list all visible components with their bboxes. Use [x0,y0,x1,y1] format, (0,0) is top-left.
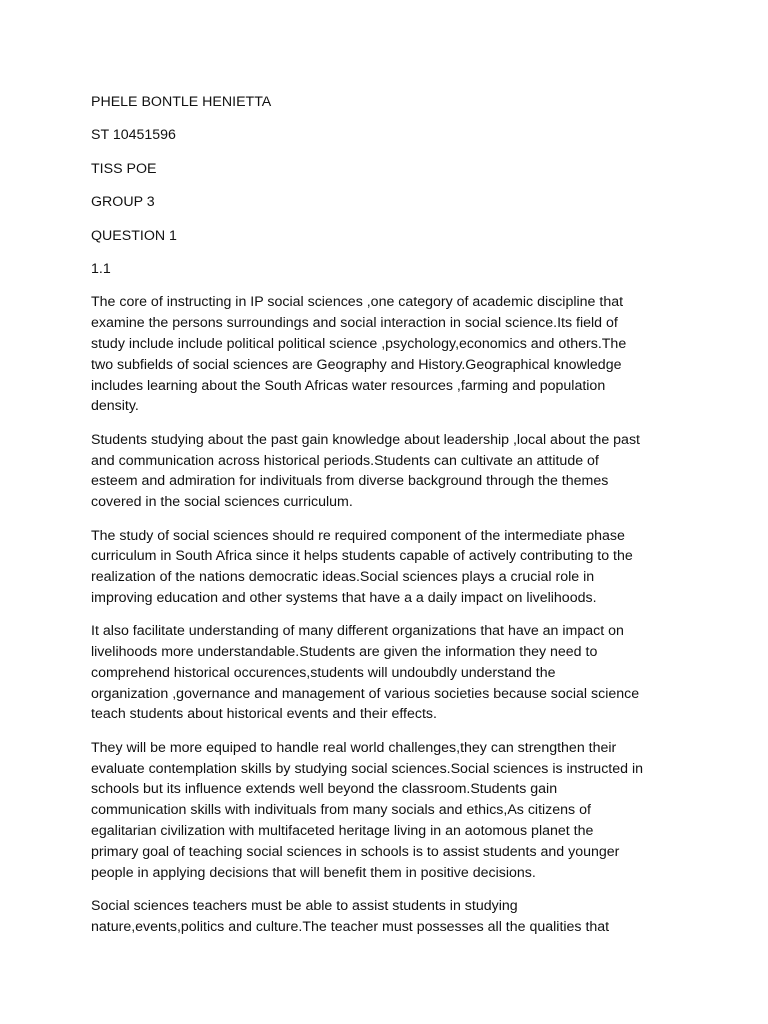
paragraph-line: evaluate contemplation skills by studying social sciences.Social sciences is instructed in [91,760,644,777]
question-number: 1.1 [91,260,111,277]
paragraph-line: realization of the nations democratic ideas.Social sciences plays a crucial role in [91,569,595,586]
paragraph-line: includes learning about the South Africas water resources ,farming and population [91,377,606,394]
paragraph-line: comprehend historical occurences,students will undoubdly understand the [91,664,556,681]
paragraph-line: people in applying decisions that will benefit them in positive decisions. [91,864,536,881]
paragraph [91,896,691,938]
question-heading: QUESTION 1 [91,227,177,244]
paragraph-line: egalitarian civilization with multifaceted heritage living in an aotomous planet the [91,823,594,840]
paragraph-line: communication skills with indivituals from many socials and ethics,As citizens of [91,802,591,819]
paragraph-line: covered in the social sciences curriculum. [91,494,353,511]
student-number: ST 10451596 [91,127,176,144]
paragraph-line: primary goal of teaching social sciences in schools is to assist students and younger [91,843,620,860]
document-body [91,92,691,950]
paragraph-line: Social sciences teachers must be able to assist students in studying [91,898,518,915]
paragraph-line: Students studying about the past gain knowledge about leadership ,local about the past [91,431,640,448]
assignment-title: TISS POE [91,160,157,177]
paragraph-line: teach students about historical events and their effects. [91,706,437,723]
paragraph [91,292,691,417]
paragraph-line: improving education and other systems that have a a daily impact on livelihoods. [91,589,597,606]
student-name: PHELE BONTLE HENIETTA [91,94,272,110]
paragraph-line: They will be more equiped to handle real world challenges,they can strengthen their [91,739,617,756]
paragraph-line: curriculum in South Africa since it helps students capable of actively contributing to the [91,548,633,565]
paragraph-line: and communication across historical periods.Students can cultivate an attitude of [91,452,599,469]
group-label: GROUP 3 [91,194,155,211]
paragraph-line: livelihoods more understandable.Students are given the information they need to [91,644,598,661]
paragraph-line: The study of social sciences should re required component of the intermediate phase [91,527,625,544]
paragraph-line: nature,events,politics and culture.The teacher must possesses all the qualities that [91,918,610,935]
paragraph [91,621,691,725]
paragraph-line: two subfields of social sciences are Geography and History.Geographical knowledge [91,356,622,373]
paragraph [91,526,691,609]
paragraph-line: It also facilitate understanding of many different organizations that have an impact on [91,623,624,640]
paragraph-line: The core of instructing in IP social sciences ,one category of academic discipline that [91,294,624,311]
paragraph [91,430,691,513]
paragraph-line: esteem and admiration for indivituals from diverse background through the themes [91,473,609,490]
paragraph-line: schools but its influence extends well beyond the classroom.Students gain [91,781,558,798]
paragraph-line: density. [91,398,139,415]
paragraph [91,738,691,884]
paragraph-line: organization ,governance and management of various societies because social science [91,685,640,702]
paragraph-line: study include include political political science ,psychology,economics and others.The [91,335,627,352]
paragraph-line: examine the persons surroundings and social interaction in social science.Its field of [91,315,618,332]
